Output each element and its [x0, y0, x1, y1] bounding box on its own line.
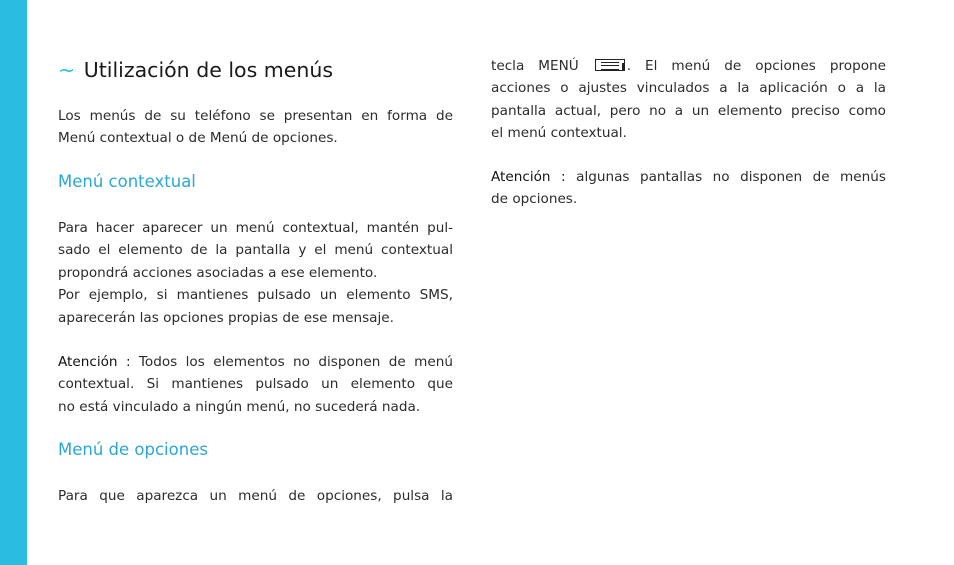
section-heading-options-menu: Menú de opciones: [58, 440, 208, 459]
attention-label: Atención :: [58, 354, 131, 370]
paragraph-line: [491, 55, 886, 77]
attention-line: contextual. Si mantienes pulsado un elemento que: [58, 376, 453, 393]
paragraph-line: el menú contextual.: [491, 125, 627, 142]
page-title: [58, 57, 333, 83]
paragraph-line: Por ejemplo, si mantienes pulsado un elemento SMS,: [58, 287, 453, 304]
paragraph-line: propondrá acciones asociadas a ese elemento.: [58, 264, 378, 281]
attention-line: [491, 166, 886, 188]
paragraph-line: acciones o ajustes vinculados a la aplicación o a la: [491, 80, 886, 97]
paragraph-text: . El menú de opciones propone: [626, 58, 886, 74]
side-accent-bar: [0, 0, 27, 565]
attention-note-contextual: [58, 351, 453, 418]
contextual-menu-paragraph: [58, 217, 453, 329]
menu-key-text: tecla MENÚ: [491, 58, 579, 74]
title-tilde: ~: [58, 58, 76, 82]
intro-line: Menú contextual o de Menú de opciones.: [58, 130, 338, 147]
page-title-text: Utilización de los menús: [83, 58, 334, 82]
attention-line: [58, 351, 453, 373]
attention-note-options: [491, 166, 886, 211]
paragraph-line: pantalla actual, pero no a un elemento preciso como: [491, 102, 886, 119]
paragraph-line: sado el elemento de la pantalla y el menú contextual: [58, 242, 453, 259]
menu-key-icon: [595, 59, 625, 71]
attention-line: de opciones.: [491, 191, 578, 208]
paragraph-line: Para que aparezca un menú de opciones, pulsa la: [58, 488, 453, 504]
intro-line: Los menús de su teléfono se presentan en forma de: [58, 108, 453, 124]
attention-line: no está vinculado a ningún menú, no sucederá nada.: [58, 398, 421, 415]
attention-text: Todos los elementos no disponen de menú: [130, 354, 453, 370]
paragraph-line: aparecerán las opciones propias de ese mensaje.: [58, 309, 394, 326]
attention-label: Atención :: [491, 169, 566, 185]
options-menu-paragraph: [58, 485, 453, 507]
intro-paragraph: [58, 105, 453, 150]
attention-text: algunas pantallas no disponen de menús: [565, 169, 886, 185]
section-heading-contextual-menu: Menú contextual: [58, 172, 196, 191]
paragraph-line: Para hacer aparecer un menú contextual, mantén pul-: [58, 220, 453, 236]
options-menu-paragraph-continued: [491, 55, 886, 145]
